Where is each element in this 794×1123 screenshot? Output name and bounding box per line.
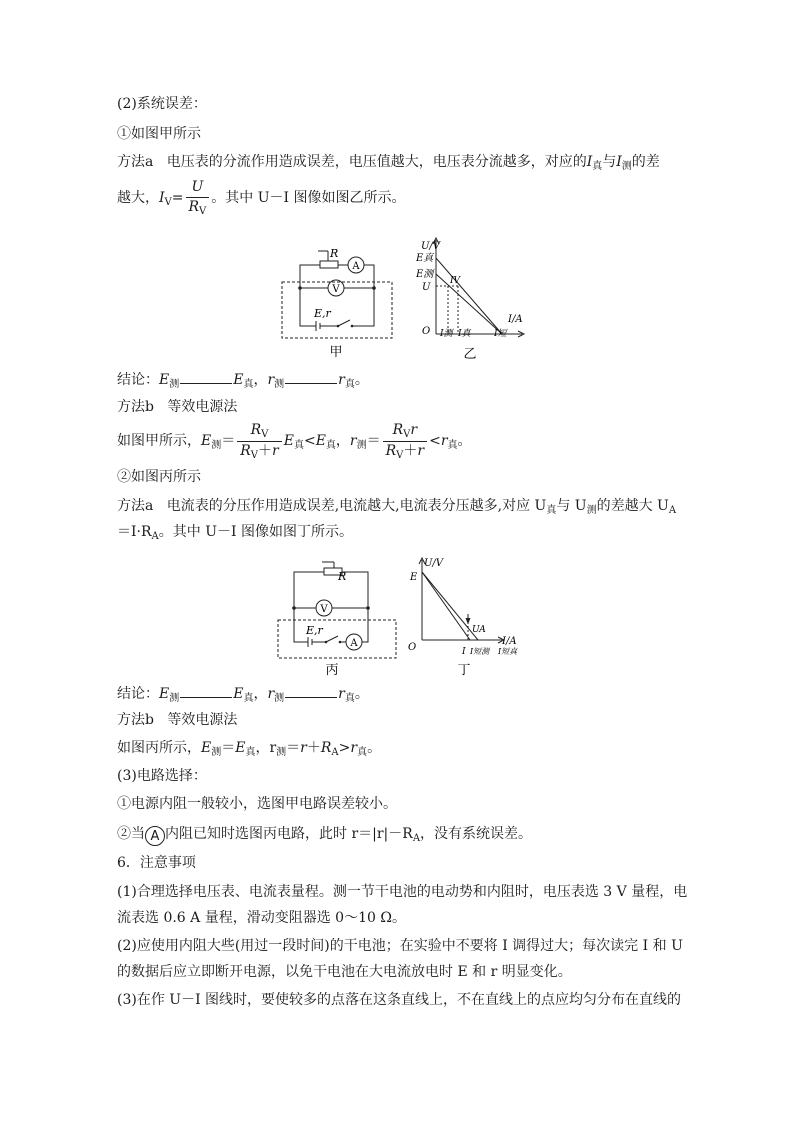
method-b-line-1: 方法b 等效电源法	[117, 399, 238, 415]
bing-battery-label: E,r	[306, 624, 323, 637]
yi-origin-label: O	[422, 326, 431, 337]
note-2-line-1: (2)应使用内阻大些(用过一段时间)的干电池；在实验中不要将 I 调得过大；每次读完 I 和 U	[117, 938, 683, 954]
ira-line: $=I\cdot R_A$。其中 U－I 图像如图丁所示。	[117, 524, 353, 542]
note-3-line-1: (3)在作 U－I 图线时，要使较多的点落在这条直线上，不在直线上的点应均匀分布在直线的	[117, 992, 682, 1008]
iv-fraction: $\frac{U}{R_V}$	[186, 179, 210, 217]
bing-voltmeter-label: V	[320, 604, 328, 615]
conclusion-2: 结论：$E_测$ $E_真$，$r_测$ $r_真$。	[117, 683, 369, 706]
ding-E-label: E	[410, 572, 418, 583]
case-1-heading: ①如图甲所示	[117, 126, 201, 142]
equiv-source-formula-2: 如图丙所示，$E_测=E_真$，$r_测=r+R_A>r_真$。	[117, 740, 382, 758]
yi-I-meas-label: I测	[440, 329, 453, 339]
note-1-line-2: 流表选 0.6 A 量程，滑动变阻器选 0～10 Ω。	[117, 910, 406, 926]
method-a-line: 方法a 电压表的分流作用造成误差，电压值越大，电压表分流越多，对应的$I_真$与$I_测$的差	[117, 154, 660, 172]
conclusion-1: 结论：$E_测$ $E_真$，$r_测$ $r_真$。	[117, 369, 369, 392]
blank-3	[180, 683, 232, 698]
jia-R-label: R	[330, 247, 339, 260]
ding-I-short-true-label: I短真	[498, 647, 518, 656]
equiv-source-formula-1: 如图甲所示，$E_测=$ $\frac{R_V}{R_V+r}$ $E_真<E_真$，$r_测=$ $\frac{R_Vr}{R_V+r}$ $<r_真$。	[117, 421, 472, 461]
yi-caption: 乙	[463, 347, 477, 362]
method-a2-line: 方法a 电流表的分压作用造成误差,电流越大,电流表分压越多,对应 $U_真$与 $U_测$的差越大 $U_A$	[117, 498, 677, 516]
note-2-line-2: 的数据后应立即断开电源，以免干电池在大电流放电时 E 和 r 明显变化。	[117, 964, 572, 980]
section-2-title: (2)系统误差：	[117, 96, 207, 112]
yi-U-label: U	[422, 282, 431, 293]
yi-yaxis-label: U/V	[421, 241, 441, 252]
ui-graph-ding	[402, 554, 540, 684]
yi-E-true-label: E真	[416, 253, 434, 264]
section-3-item-1: ①电源内阻一般较小，选图甲电路误差较小。	[117, 796, 397, 812]
ding-I-label: I	[462, 647, 466, 657]
bing-ammeter-label: A	[350, 638, 358, 649]
yi-I-short-label: I短	[494, 329, 507, 339]
yi-IV-label: IV	[450, 276, 461, 286]
jia-battery-label: E,r	[314, 307, 331, 320]
blank-2	[285, 369, 337, 384]
circuit-figure-bing	[268, 558, 403, 683]
method-b-line-2: 方法b 等效电源法	[117, 712, 238, 728]
ding-xaxis-label: I/A	[502, 636, 517, 647]
jia-ammeter-label: A	[352, 261, 360, 272]
bing-caption: 丙	[325, 663, 339, 678]
jia-caption: 甲	[329, 345, 343, 360]
section-3-title: (3)电路选择：	[117, 768, 207, 784]
ding-yaxis-label: U/V	[424, 558, 444, 569]
bing-R-label: R	[338, 570, 347, 583]
circuit-figure-jia	[270, 238, 400, 363]
note-1-line-1: (1)合理选择电压表、电流表量程。测一节干电池的电动势和内阻时，电压表选 3 V 量程，电	[117, 884, 688, 900]
blank-1	[180, 369, 232, 384]
section-6-title: 6．注意事项	[117, 855, 196, 871]
ui-graph-yi	[414, 234, 534, 364]
ding-origin-label: O	[408, 642, 417, 653]
section-3-item-2: ②当 A 内阻已知时选图丙电路，此时 $r=|r|-R_A$，没有系统误差。	[117, 826, 533, 844]
ammeter-symbol-icon: A	[145, 826, 165, 846]
yi-xaxis-label: I/A	[508, 314, 523, 325]
iv-formula-line: 越大，$I_V=$ $\frac{U}{R_V}$ 。其中 U－I 图像如图乙所示。	[117, 179, 406, 217]
ding-UA-label: UA	[472, 625, 486, 635]
case-2-heading: ②如图丙所示	[117, 469, 201, 485]
jia-voltmeter-label: V	[332, 284, 340, 295]
yi-I-true-label: I真	[458, 329, 471, 339]
ding-caption: 丁	[457, 663, 471, 678]
ding-I-short-meas-label: I短测	[470, 647, 490, 656]
yi-E-meas-label: E测	[416, 269, 434, 280]
blank-4	[285, 683, 337, 698]
